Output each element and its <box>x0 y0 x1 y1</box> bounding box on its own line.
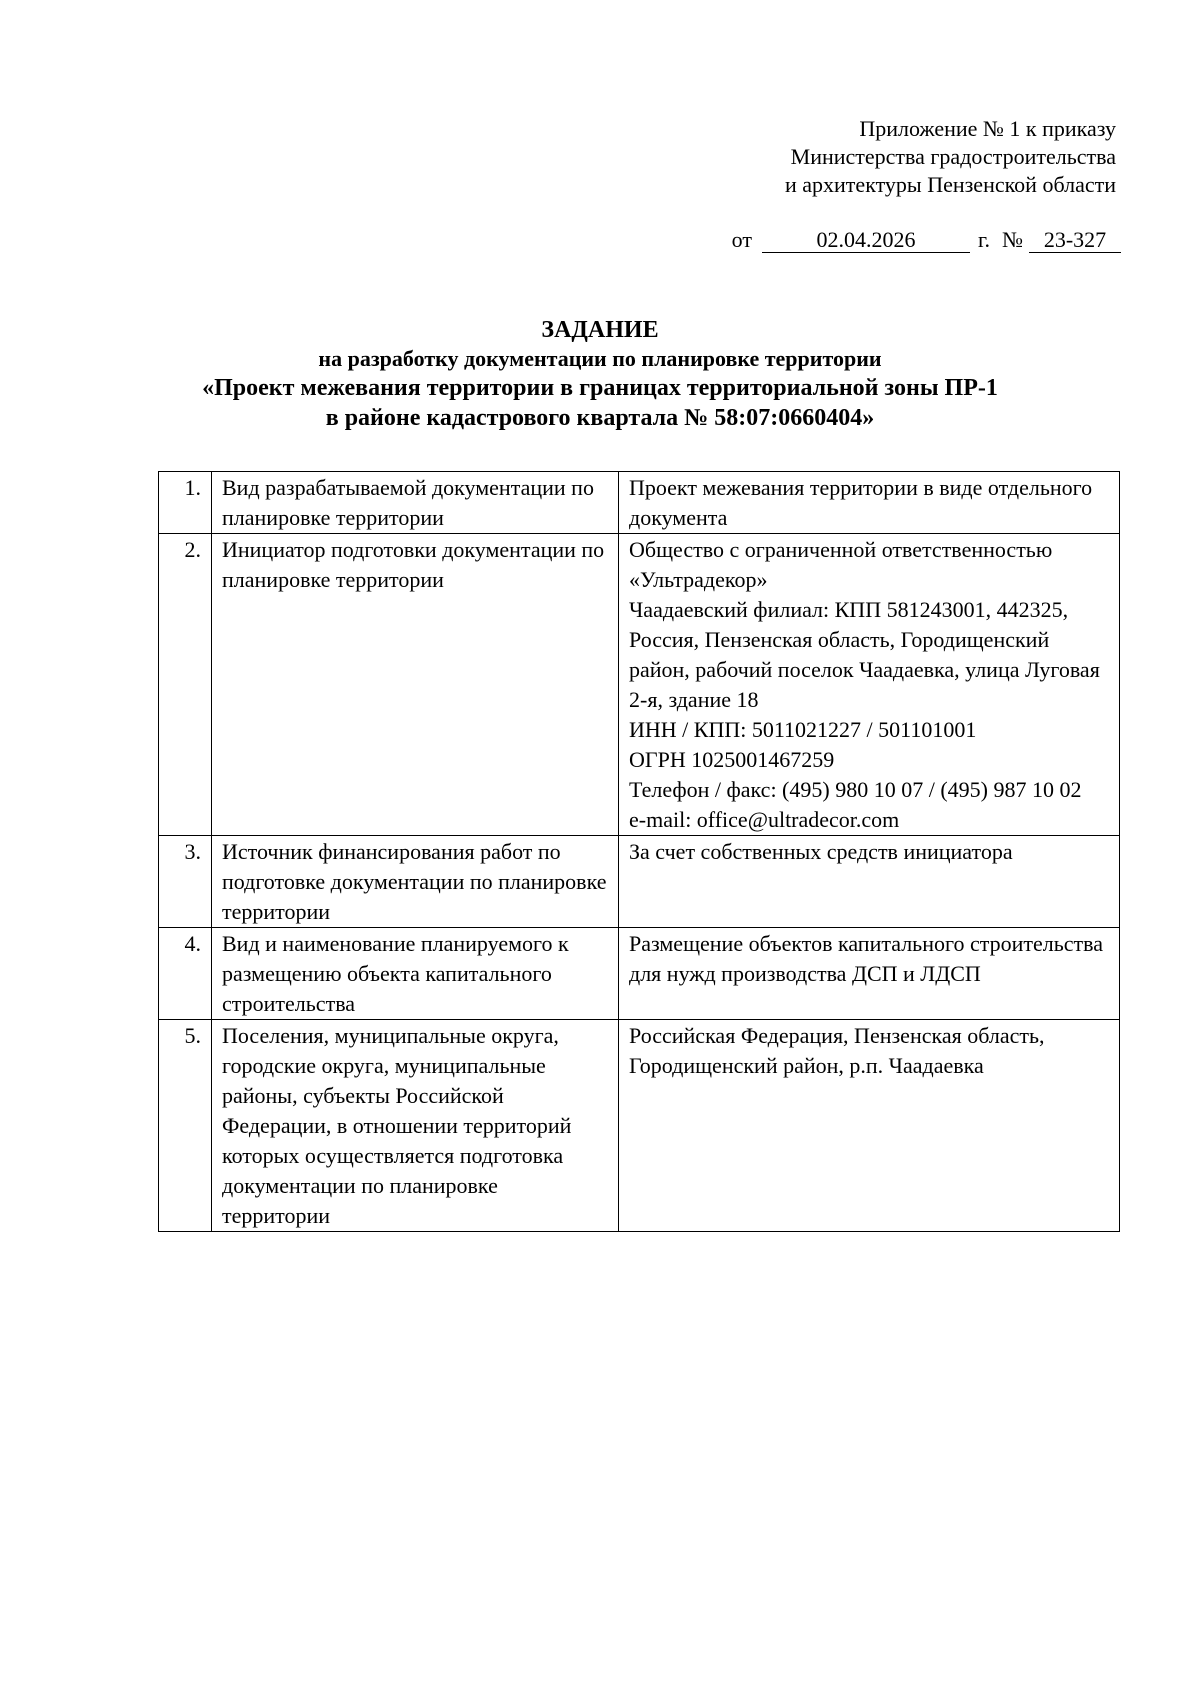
value-line: Проект межевания территории в виде отдельного документа <box>629 475 1093 530</box>
order-number: 23-327 <box>1029 228 1121 253</box>
table-row <box>159 472 1120 534</box>
appendix-line-3: и архитектуры Пензенской области <box>785 172 1116 197</box>
row-number: 5. <box>159 1020 212 1232</box>
document-title: ЗАДАНИЕ <box>541 317 659 343</box>
row-label: Вид разрабатываемой документации по планировке территории <box>212 472 619 534</box>
row-label: Инициатор подготовки документации по планировке территории <box>212 534 619 836</box>
row-number: 1. <box>159 472 212 534</box>
row-value <box>619 534 1120 836</box>
row-label: Источник финансирования работ по подготовке документации по планировке территории <box>212 836 619 928</box>
appendix-line-1: Приложение № 1 к приказу <box>859 116 1116 141</box>
value-line: Телефон / факс: (495) 980 10 07 / (495) 987 10 02 <box>629 777 1082 802</box>
order-number-sign: № <box>1002 227 1023 252</box>
value-line: Чаадаевский филиал: КПП 581243001, 442325, Россия, Пензенская область, Городищенский район, рабочий поселок Чаадаевка, улица Луговая 2-я, здание 18 <box>629 597 1100 712</box>
appendix-line-2: Министерства градостроительства <box>790 144 1116 169</box>
project-name-line-1: «Проект межевания территории в границах территориальной зоны ПР-1 <box>202 375 998 401</box>
row-value <box>619 928 1120 1020</box>
document-subtitle: на разработку документации по планировке территории <box>318 346 882 371</box>
table-row <box>159 534 1120 836</box>
project-name-line-2: в районе кадастрового квартала № 58:07:0660404» <box>325 405 875 431</box>
document-title-block <box>0 315 1200 433</box>
row-label: Поселения, муниципальные округа, городские округа, муниципальные районы, субъекты Российской Федерации, в отношении территорий которых осуществляется подготовка документации по планировке территории <box>212 1020 619 1232</box>
order-date: 02.04.2026 <box>762 228 970 253</box>
value-line: Общество с ограниченной ответственностью «Ультрадекор» <box>629 537 1053 592</box>
row-value <box>619 1020 1120 1232</box>
task-table <box>158 471 1120 1232</box>
value-line: e-mail: office@ultradecor.com <box>629 807 900 832</box>
row-value <box>619 836 1120 928</box>
value-line: ИНН / КПП: 5011021227 / 501101001 <box>629 717 977 742</box>
value-line: Российская Федерация, Пензенская область, Городищенский район, р.п. Чаадаевка <box>629 1023 1045 1078</box>
row-label: Вид и наименование планируемого к размещению объекта капитального строительства <box>212 928 619 1020</box>
value-line: Размещение объектов капитального строительства для нужд производства ДСП и ЛДСП <box>629 931 1104 986</box>
row-number: 3. <box>159 836 212 928</box>
row-value <box>619 472 1120 534</box>
order-prefix: от <box>731 227 752 252</box>
value-line: За счет собственных средств инициатора <box>629 839 1013 864</box>
value-line: ОГРН 1025001467259 <box>629 747 835 772</box>
appendix-header <box>785 115 1116 199</box>
row-number: 2. <box>159 534 212 836</box>
table-row <box>159 928 1120 1020</box>
order-date-number-line <box>732 226 1121 254</box>
row-number: 4. <box>159 928 212 1020</box>
table-row <box>159 1020 1120 1232</box>
table-row <box>159 836 1120 928</box>
order-year-suffix: г. <box>977 227 990 252</box>
